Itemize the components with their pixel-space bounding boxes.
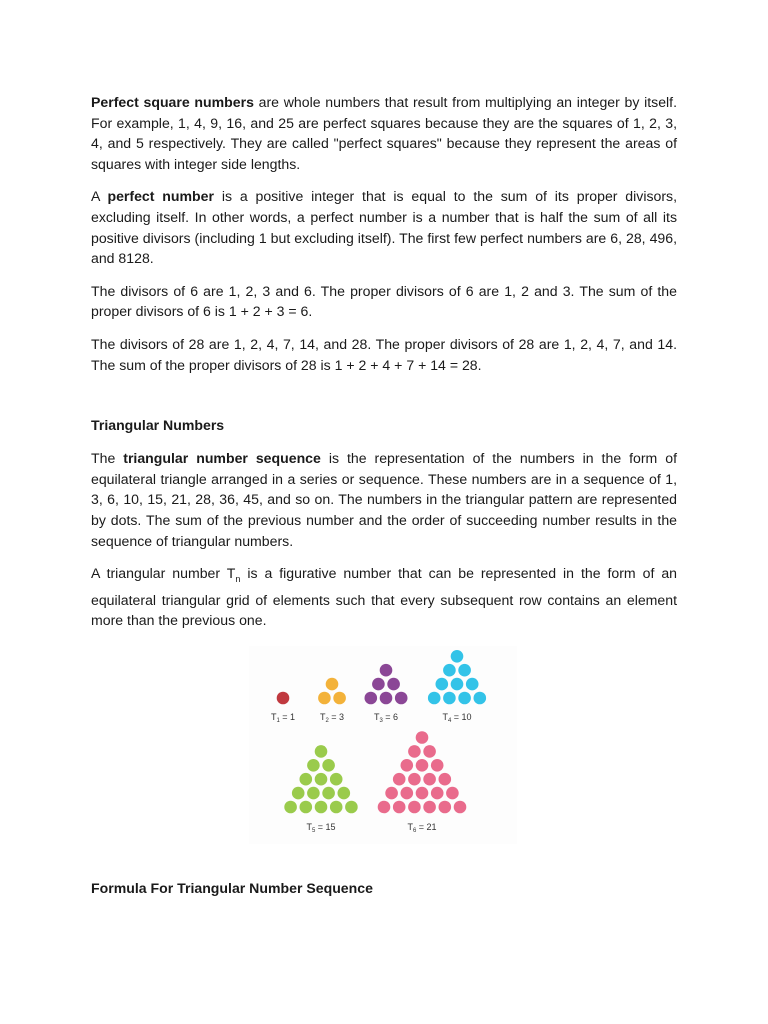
dot <box>307 787 320 800</box>
dot <box>284 801 297 814</box>
dot <box>451 650 464 663</box>
dot <box>315 745 328 758</box>
dot <box>431 787 444 800</box>
paragraph-perfect-number <box>91 186 677 268</box>
triangle-group-t3 <box>365 664 408 704</box>
dot <box>454 801 467 814</box>
document-body <box>91 92 677 643</box>
dot <box>333 692 346 705</box>
label-t6: $T_6 = 21$ <box>407 822 437 834</box>
dot <box>322 787 335 800</box>
dot <box>428 692 441 705</box>
triangle-group-t1 <box>277 692 290 705</box>
triangle-group-t4 <box>428 650 486 704</box>
triangle-group-t5 <box>284 745 357 813</box>
dot <box>395 692 408 705</box>
dot <box>393 801 406 814</box>
paragraph-text: is a figurative number that can be represented in the form of an equilateral triangular grid of elements such that every subsequent row contains an element more than the previous one. <box>91 565 677 629</box>
paragraph-text: is the representation of the numbers in the form of equilateral triangle arranged in a series or sequence. These numbers are in a sequence of 1, 3, 6, 10, 15, 21, 28, 36, 45, and so on. The numbers in the triangular pattern are represented by dots. The sum of the previous number and the order of succeeding number results in the sequence of triangular numbers. <box>91 450 678 549</box>
dot <box>423 773 436 786</box>
dot <box>439 773 452 786</box>
dot <box>387 678 400 691</box>
dot <box>300 801 313 814</box>
paragraph-divisors-6: The divisors of 6 are 1, 2, 3 and 6. The proper divisors of 6 are 1, 2 and 3. The sum of the proper divisors of 6 is 1 + 2 + 3 = 6. <box>91 282 677 320</box>
paragraph-perfect-squares <box>91 92 677 174</box>
dot <box>315 773 328 786</box>
dot <box>330 773 343 786</box>
dot <box>474 692 487 705</box>
paragraph-text: A triangular number T <box>91 565 236 582</box>
dot <box>378 801 391 814</box>
dot <box>431 759 444 772</box>
term-perfect-number: perfect number <box>107 188 214 205</box>
triangle-group-t2 <box>318 678 346 705</box>
paragraph-text: A <box>91 188 108 205</box>
dot <box>292 787 305 800</box>
paragraph-text: are whole numbers that result from multiplying an integer by itself. For example, 1, 4, 9, 16, and 25 are perfect squares because they are the squares of 1, 2, 3, 4, and 5 respectively. They are called "perfect squares" because they represent the areas of squares with integer side lengths. <box>91 94 677 172</box>
dot <box>416 787 429 800</box>
label-t4: $T_4 = 10$ <box>442 712 472 724</box>
dot <box>365 692 378 705</box>
dot <box>307 759 320 772</box>
paragraph-divisors-28: The divisors of 28 are 1, 2, 4, 7, 14, and 28. The proper divisors of 28 are 1, 2, 4, 7, and 14. The sum of the proper divisors of 28 is 1 + 2 + 4 + 7 + 14 = 28. <box>91 335 677 373</box>
dot <box>300 773 313 786</box>
label-t2: $T_2 = 3$ <box>319 712 345 724</box>
dot <box>443 664 456 677</box>
dot <box>443 692 456 705</box>
label-t5: $T_5 = 15$ <box>306 822 336 834</box>
paragraph-triangular-definition <box>91 563 677 631</box>
dot <box>423 801 436 814</box>
triangular-dots-diagram <box>249 646 517 844</box>
dot <box>439 801 452 814</box>
dot <box>408 745 421 758</box>
dot <box>338 787 351 800</box>
dot <box>318 692 331 705</box>
triangle-group-t6 <box>378 731 467 813</box>
dot <box>416 759 429 772</box>
heading-triangular-numbers: Triangular Numbers <box>91 417 225 434</box>
dot <box>423 745 436 758</box>
dot <box>458 692 471 705</box>
dot <box>393 773 406 786</box>
paragraph-triangular-sequence <box>91 448 677 551</box>
dot <box>326 678 339 691</box>
dot <box>408 773 421 786</box>
term-triangular-number-sequence: triangular number sequence <box>123 450 321 467</box>
dot <box>458 664 471 677</box>
triangular-numbers-figure <box>249 646 517 844</box>
dot <box>315 801 328 814</box>
dot <box>322 759 335 772</box>
dot <box>436 678 449 691</box>
dot <box>401 759 414 772</box>
dot <box>385 787 398 800</box>
dot <box>330 801 343 814</box>
dot <box>345 801 358 814</box>
dot <box>380 664 393 677</box>
paragraph-text: The <box>91 450 124 467</box>
dot <box>277 692 290 705</box>
term-perfect-square-numbers: Perfect square numbers <box>91 94 254 110</box>
paragraph-text: is a positive integer that is equal to the sum of its proper divisors, excluding itself. In other words, a perfect number is a number that is half the sum of all its positive divisors (including 1 but excluding itself). The first few perfect numbers are 6, 28, 496, and 8128. <box>91 188 677 267</box>
label-t3: $T_3 = 6$ <box>373 712 399 724</box>
subscript-n: n <box>235 573 241 584</box>
dot <box>380 692 393 705</box>
dot <box>372 678 385 691</box>
label-t1: $T_1 = 1$ <box>270 712 296 724</box>
dot <box>466 678 479 691</box>
dot <box>451 678 464 691</box>
dot <box>416 731 429 744</box>
heading-formula: Formula For Triangular Number Sequence <box>91 880 373 896</box>
dot <box>446 787 459 800</box>
dot <box>408 801 421 814</box>
dot <box>401 787 414 800</box>
